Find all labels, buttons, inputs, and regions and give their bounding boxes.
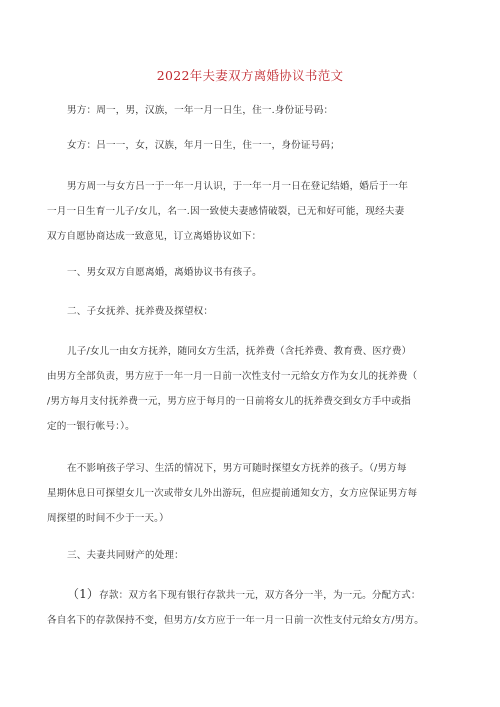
item-text: 存款：双方名下现有银行存款共一元，双方各分一半，为一元。分配方式：: [99, 590, 421, 601]
paragraph-line: 一、男女双方自愿离婚，离婚协议书有孩子。: [67, 267, 262, 278]
paragraph-line: /男方每月支付抚养费一元，男方应于每月的一日前将女儿的抚养费交到女方手中或指: [47, 396, 411, 407]
paragraph-line: 儿子/女儿一由女方抚养，随同女方生活，抚养费（含托养费、教育费、医疗费）: [67, 346, 412, 357]
paragraph-line: 周探望的时间不少于一天。）: [47, 513, 169, 524]
paragraph-line: 星期休息日可探望女儿一次或带女儿外出游玩，但应提前通知女方，女方应保证男方每: [47, 488, 418, 499]
paragraph-line: 男方：周一，男，汉族，一年一月一日生，住一.身份证号码：: [67, 105, 334, 116]
section-heading: 三、夫妻共同财产的处理：: [67, 550, 184, 561]
paragraph-line: 男方周一与女方吕一于一年一月认识，于一年一月一日在登记结婚，婚后于一年: [67, 181, 409, 192]
item-marker: （1）: [67, 587, 100, 601]
paragraph-line: 女方：吕一一，女，汉族，年月一日生，住一一，身份证号码；: [67, 140, 340, 151]
paragraph-line: 由男方全部负责，男方应于一年一月一日前一次性支付一元给女方作为女儿的抚养费（: [47, 371, 418, 382]
section-heading: 二、子女抚养、抚养费及探望权：: [67, 306, 214, 317]
paragraph-line: 一月一日生育一儿子/女儿，名一.因一致使夫妻感情破裂，已无和好可能，现经夫妻: [47, 206, 405, 217]
paragraph-line: [67, 588, 421, 602]
document-title: 2022年夫妻双方离婚协议书范文: [156, 68, 344, 83]
paragraph-line: 在不影响孩子学习、生活的情况下，男方可随时探望女方抚养的孩子。（/男方每: [67, 463, 407, 474]
paragraph-line: 双方自愿协商达成一致意见，订立离婚协议如下：: [47, 231, 262, 242]
paragraph-line: 定的一银行帐号：）。: [47, 421, 135, 432]
paragraph-line: 各自名下的存款保持不变，但男方/女方应于一年一月一日前一次性支付元给女方/男方。: [47, 615, 425, 626]
